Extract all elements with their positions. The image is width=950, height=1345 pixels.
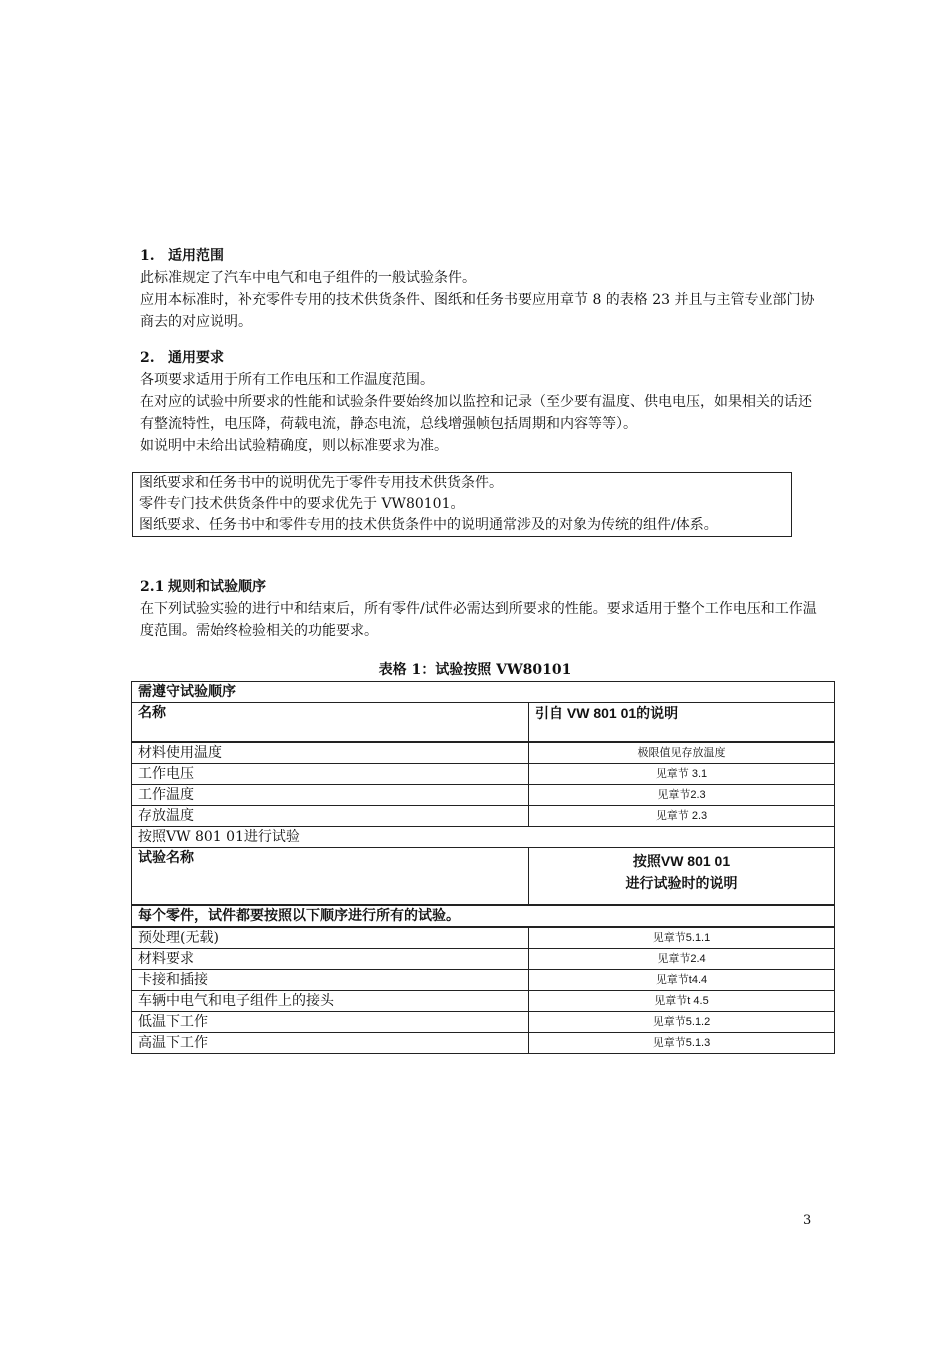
- section-2: [140, 347, 820, 457]
- cell-ref: 见章节5.1.3: [529, 1033, 835, 1054]
- paragraph: 各项要求适用于所有工作电压和工作温度范围。: [140, 372, 434, 388]
- table-row: [132, 848, 835, 906]
- paragraph: 在对应的试验中所要求的性能和试验条件要始终加以监控和记录（至少要有温度、供电电压，如果相关的话还有整流特性，电压降，荷载电流，静态电流，总线增强帧包括周期和内容等等）。: [140, 394, 812, 432]
- test-table: [131, 681, 835, 1054]
- table-row: [132, 1012, 835, 1033]
- cell-name: 工作电压: [132, 764, 529, 785]
- section-title: 规则和试验顺序: [168, 579, 266, 595]
- table-row: [132, 949, 835, 970]
- table-row: [132, 742, 835, 764]
- table-row: [132, 970, 835, 991]
- cell-name: 存放温度: [132, 806, 529, 827]
- cell-name: 车辆中电气和电子组件上的接头: [132, 991, 529, 1012]
- table-row: [132, 785, 835, 806]
- table-span-row: 按照VW 801 01进行试验: [132, 827, 835, 848]
- table-row: [132, 764, 835, 785]
- cell-name: 卡接和插接: [132, 970, 529, 991]
- header-line: 按照VW 801 01: [632, 853, 731, 869]
- paragraph: 如说明中未给出试验精确度，则以标准要求为准。: [140, 438, 448, 454]
- paragraph: 此标准规定了汽车中电气和电子组件的一般试验条件。: [140, 270, 476, 286]
- cell-name: 预处理(无载): [132, 927, 529, 949]
- column-header-test-name: 试验名称: [132, 848, 529, 906]
- header-line: 进行试验时的说明: [625, 875, 738, 891]
- section-2-1: [140, 576, 820, 642]
- cell-ref: 见章节5.1.2: [529, 1012, 835, 1033]
- cell-name: 材料使用温度: [132, 742, 529, 764]
- cell-ref: 见章节 2.3: [529, 806, 835, 827]
- paragraph: 在下列试验实验的进行中和结束后，所有零件/试件必需达到所要求的性能。要求适用于整个工作电压和工作温度范围。需始终检验相关的功能要求。: [140, 601, 817, 639]
- table-row: [132, 806, 835, 827]
- page-number: 3: [803, 1213, 812, 1228]
- cell-ref: 见章节t4.4: [529, 970, 835, 991]
- section-number: 1.: [140, 248, 155, 264]
- section-number: 2.1: [140, 579, 165, 595]
- cell-name: 工作温度: [132, 785, 529, 806]
- cell-name: 低温下工作: [132, 1012, 529, 1033]
- cell-name: 高温下工作: [132, 1033, 529, 1054]
- section-1-heading: [140, 245, 820, 267]
- section-title: 通用要求: [168, 350, 224, 366]
- cell-ref: 见章节5.1.1: [529, 927, 835, 949]
- section-number: 2.: [140, 350, 155, 366]
- section-2-heading: [140, 347, 820, 369]
- table-row: [132, 991, 835, 1012]
- table-order-row: 每个零件，试件都要按照以下顺序进行所有的试验。: [132, 905, 835, 927]
- table-header-row: 需遵守试验顺序: [132, 682, 835, 703]
- section-title: 适用范围: [168, 248, 224, 264]
- column-header-name: 名称: [132, 703, 529, 743]
- cell-ref: 见章节2.3: [529, 785, 835, 806]
- section-2-1-heading: [140, 576, 820, 598]
- table-caption: 表格 1：试验按照 VW80101: [378, 662, 572, 678]
- table-row: [132, 927, 835, 949]
- note-line: 图纸要求、任务书中和零件专用的技术供货条件中的说明通常涉及的对象为传统的组件/体系。: [139, 517, 718, 533]
- table-row: [132, 682, 835, 703]
- table-row: [132, 1033, 835, 1054]
- cell-ref: 极限值见存放温度: [529, 742, 835, 764]
- section-1: [140, 245, 820, 333]
- note-line: 零件专门技术供货条件中的要求优先于 VW80101。: [139, 496, 465, 512]
- cell-ref: 见章节t 4.5: [529, 991, 835, 1012]
- table-row: [132, 827, 835, 848]
- note-box: [132, 472, 792, 537]
- table-row: [132, 905, 835, 927]
- column-header-test-ref: [529, 848, 835, 906]
- column-header-ref: 引自 VW 801 01的说明: [529, 703, 835, 743]
- paragraph: 应用本标准时，补充零件专用的技术供货条件、图纸和任务书要应用章节 8 的表格 23 并且与主管专业部门协商去的对应说明。: [140, 292, 815, 330]
- cell-name: 材料要求: [132, 949, 529, 970]
- note-line: 图纸要求和任务书中的说明优先于零件专用技术供货条件。: [139, 475, 503, 491]
- cell-ref: 见章节 3.1: [529, 764, 835, 785]
- table-row: [132, 703, 835, 743]
- cell-ref: 见章节2.4: [529, 949, 835, 970]
